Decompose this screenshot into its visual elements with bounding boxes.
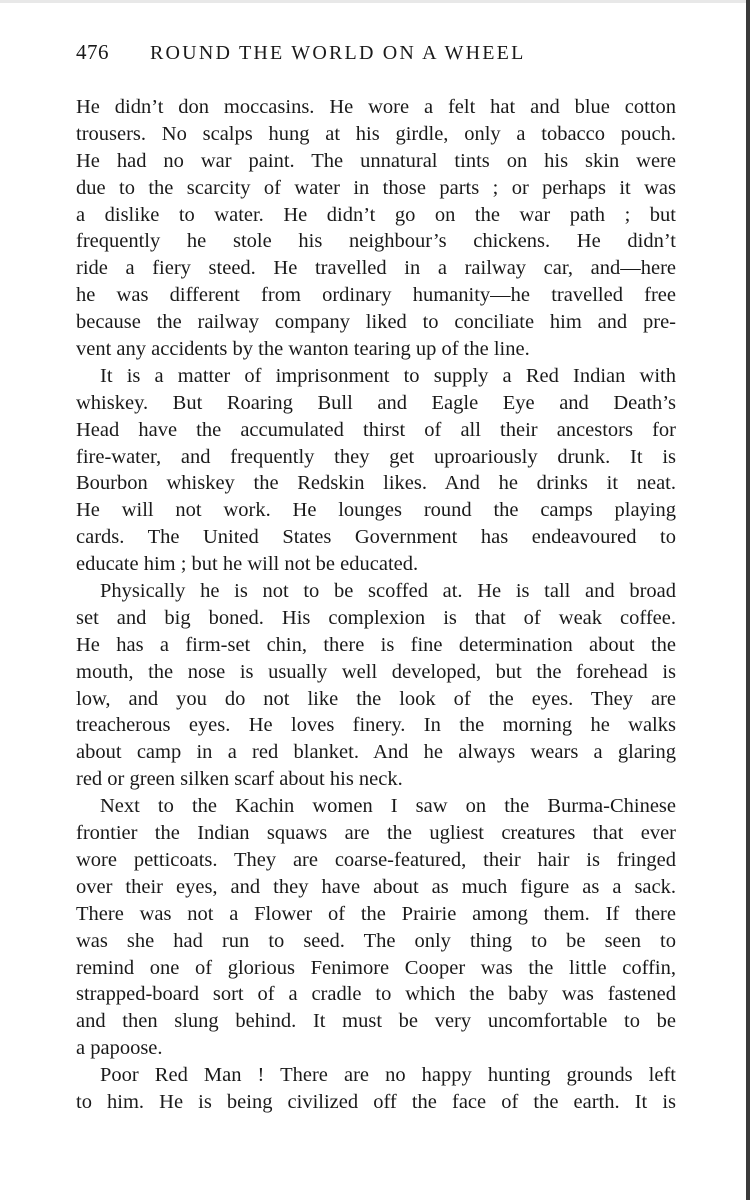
paragraph-2 — [76, 363, 676, 578]
text-line: whiskey. But Roaring Bull and Eagle Eye and Death’s — [76, 391, 676, 414]
scan-edge-right — [746, 0, 750, 1200]
text-line: over their eyes, and they have about as much figure as a sack. — [76, 875, 676, 898]
paragraph-4 — [76, 793, 676, 1062]
text-line: Bourbon whiskey the Redskin likes. And he drinks it neat. — [76, 472, 676, 495]
text-line: cards. The United States Government has endeavoured to — [76, 526, 676, 549]
running-title: ROUND THE WORLD ON A WHEEL — [150, 42, 526, 64]
page-number: 476 — [76, 40, 109, 64]
text-line: a dislike to water. He didn’t go on the war path ; but — [76, 203, 676, 226]
book-page — [76, 40, 676, 1116]
text-line: to him. He is being civilized off the face of the earth. It is — [76, 1090, 676, 1113]
text-line: He will not work. He lounges round the camps playing — [76, 499, 676, 522]
text-line: Poor Red Man ! There are no happy hunting grounds left — [100, 1064, 676, 1087]
text-line: educate him ; but he will not be educated. — [76, 553, 419, 576]
scan-edge-top — [0, 0, 750, 3]
text-line: frontier the Indian squaws are the ugliest creatures that ever — [76, 822, 676, 845]
text-line: about camp in a red blanket. And he always wears a glaring — [76, 741, 676, 764]
text-line: There was not a Flower of the Prairie among them. If there — [76, 902, 676, 925]
text-line: remind one of glorious Fenimore Cooper was the little coffin, — [76, 956, 676, 979]
text-line: wore petticoats. They are coarse-featured, their hair is fringed — [76, 848, 676, 871]
text-line: he was different from ordinary humanity—he travelled free — [76, 284, 676, 307]
text-line: low, and you do not like the look of the eyes. They are — [76, 687, 676, 710]
text-line: strapped-board sort of a cradle to which the baby was fastened — [76, 983, 676, 1006]
paragraph-1 — [76, 94, 676, 363]
text-line: mouth, the nose is usually well developed, but the forehead is — [76, 660, 676, 683]
text-line: He had no war paint. The unnatural tints on his skin were — [76, 149, 676, 172]
text-line: a papoose. — [76, 1037, 163, 1060]
text-line: due to the scarcity of water in those parts ; or perhaps it was — [76, 176, 676, 199]
text-line: trousers. No scalps hung at his girdle, only a tobacco pouch. — [76, 122, 676, 145]
running-head — [76, 40, 676, 74]
text-line: fire-water, and frequently they get uproariously drunk. It is — [76, 445, 676, 468]
text-line: ride a fiery steed. He travelled in a railway car, and—here — [76, 257, 676, 280]
text-line: Next to the Kachin women I saw on the Burma-Chinese — [100, 795, 676, 818]
text-line: Physically he is not to be scoffed at. He is tall and broad — [100, 580, 676, 603]
text-line: It is a matter of imprisonment to supply a Red Indian with — [100, 364, 676, 387]
text-line: Head have the accumulated thirst of all their ancestors for — [76, 418, 676, 441]
text-line: set and big boned. His complexion is that of weak coffee. — [76, 606, 676, 629]
text-line: red or green silken scarf about his neck. — [76, 768, 403, 791]
paragraph-5 — [76, 1062, 676, 1116]
text-line: He has a firm-set chin, there is fine determination about the — [76, 633, 676, 656]
body-text — [76, 94, 676, 1116]
text-line: because the railway company liked to conciliate him and pre- — [76, 311, 676, 334]
text-line: treacherous eyes. He loves finery. In the morning he walks — [76, 714, 676, 737]
text-line: was she had run to seed. The only thing to be seen to — [76, 929, 676, 952]
text-line: He didn’t don moccasins. He wore a felt hat and blue cotton — [76, 96, 676, 118]
paragraph-3 — [76, 578, 676, 793]
text-line: and then slung behind. It must be very uncomfortable to be — [76, 1010, 676, 1033]
text-line: vent any accidents by the wanton tearing up of the line. — [76, 338, 530, 361]
text-line: frequently he stole his neighbour’s chickens. He didn’t — [76, 230, 676, 253]
